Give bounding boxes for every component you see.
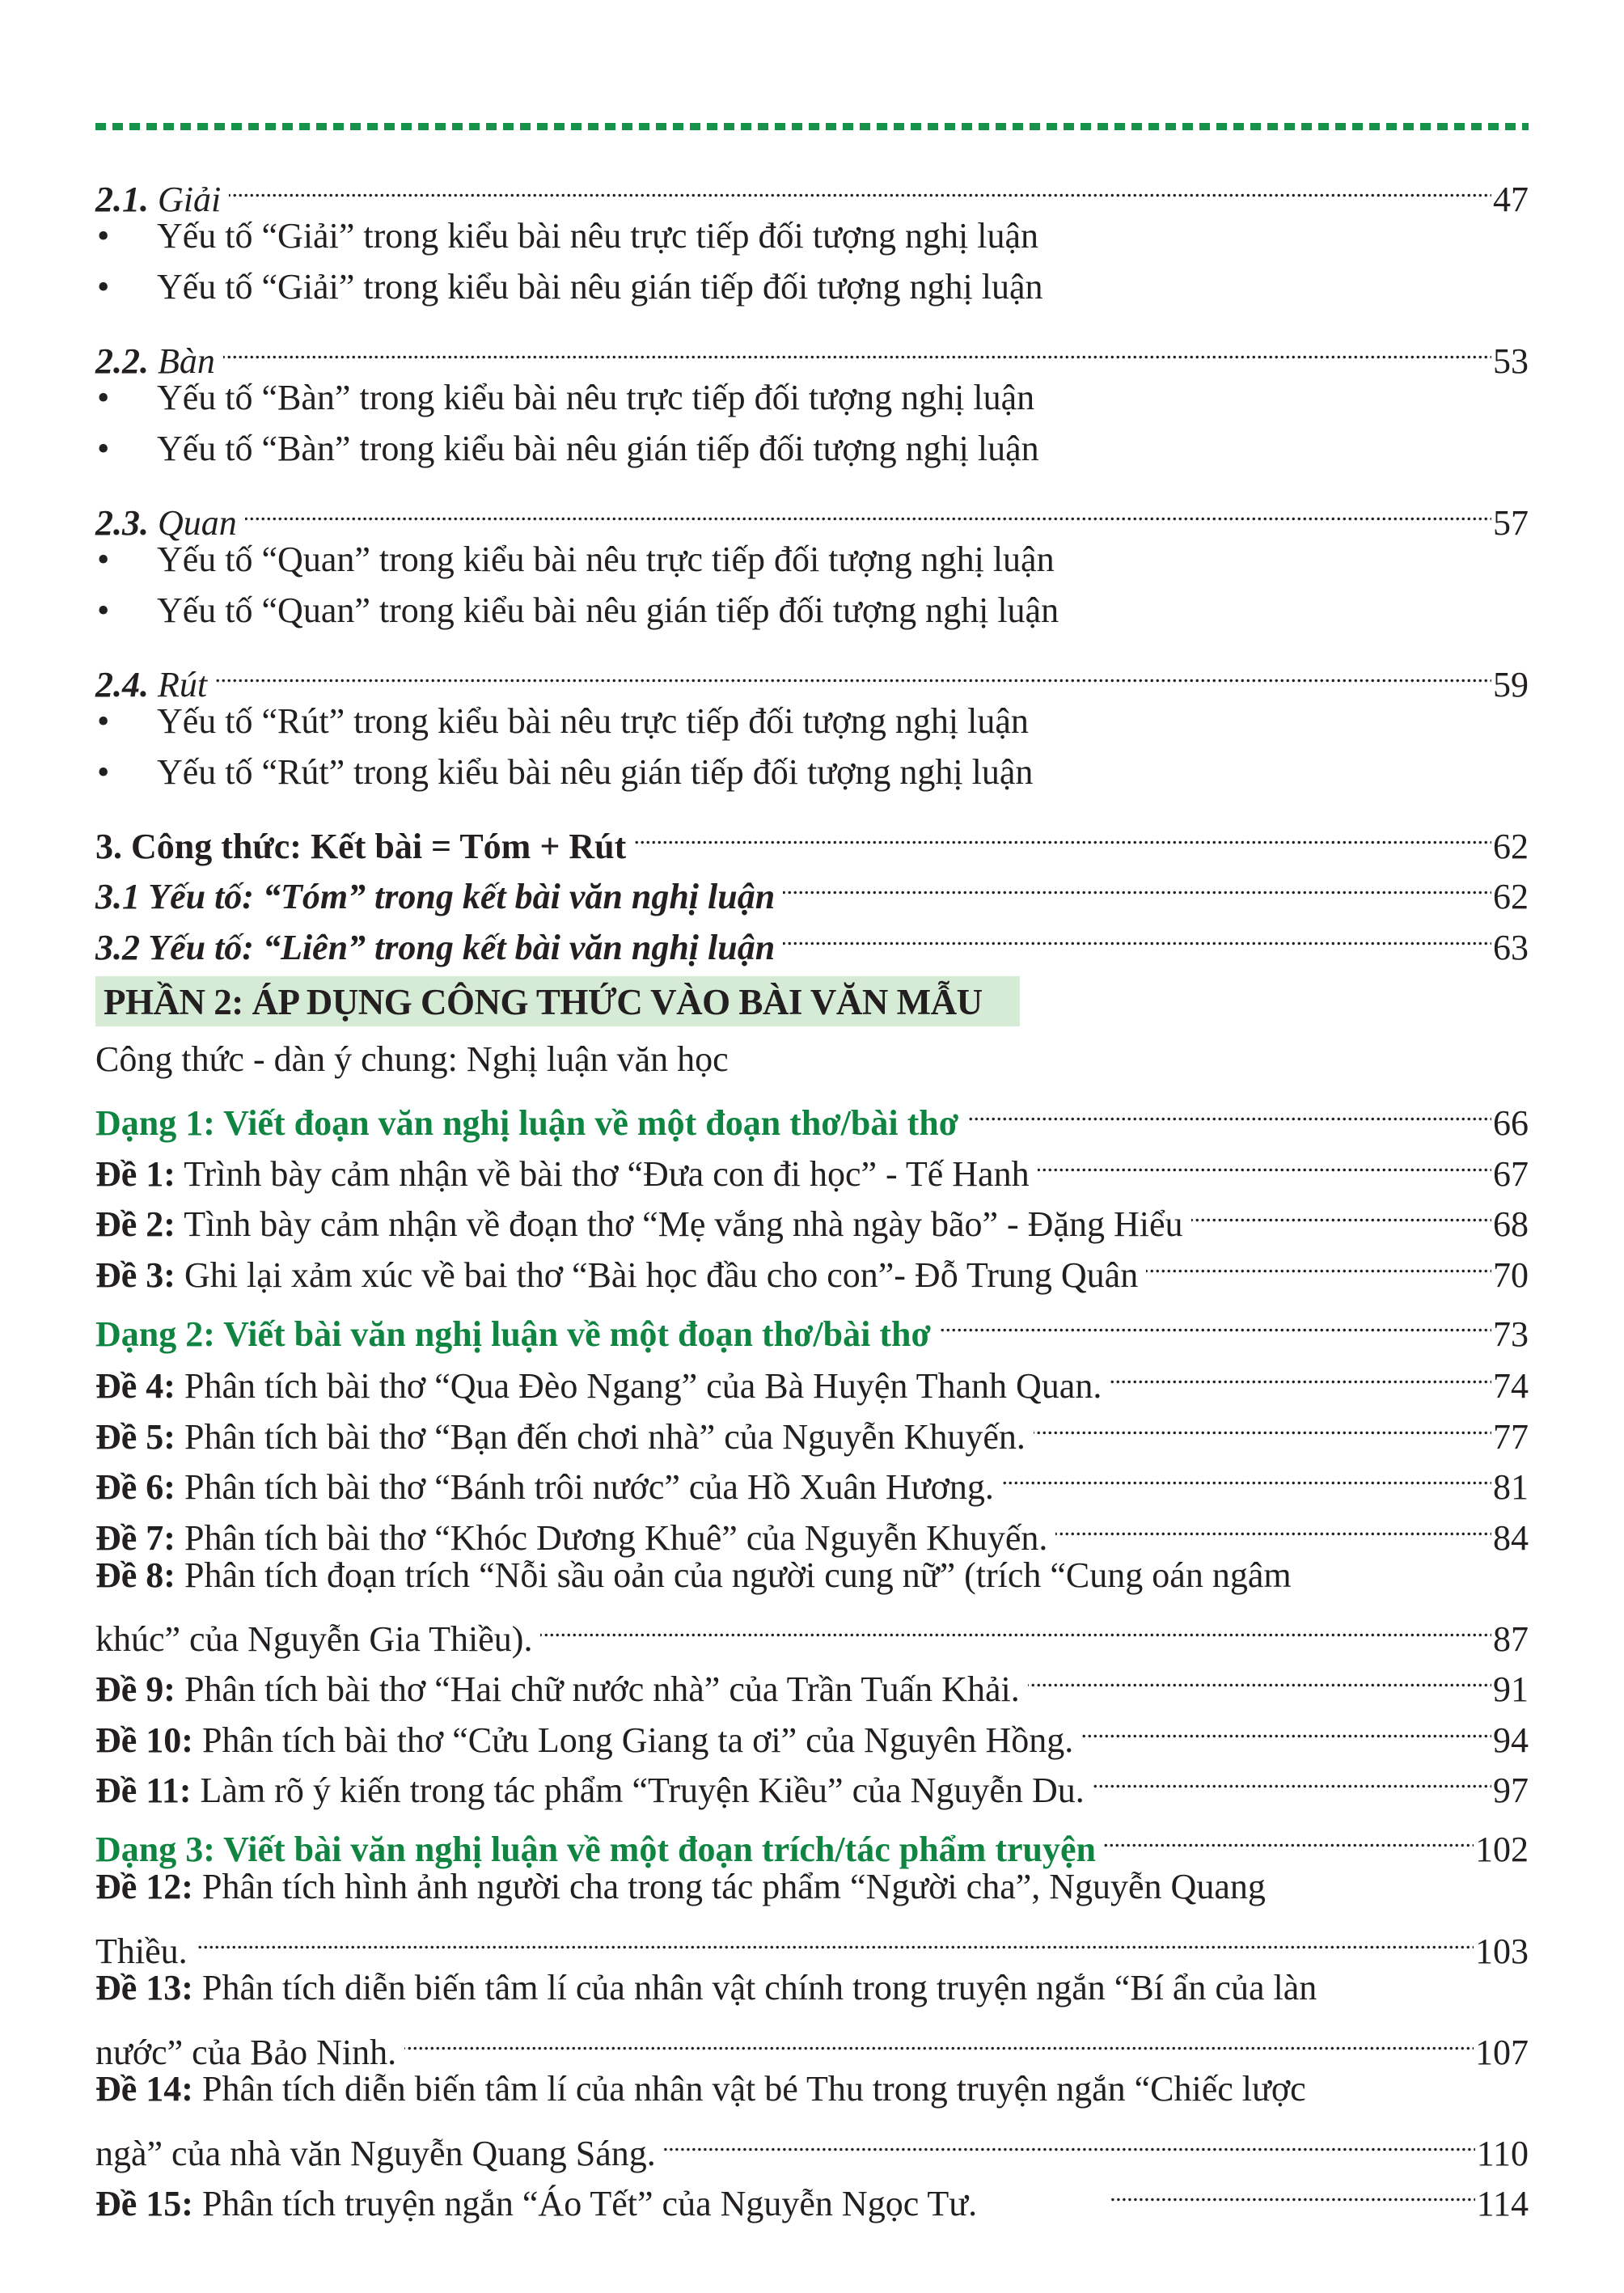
entry-title-continued: ngà” của nhà văn Nguyễn Quang Sáng. (95, 2134, 656, 2173)
list-item-text: Yếu tố “Giải” trong kiểu bài nêu gián tiếp đối tượng nghị luận (157, 267, 1043, 307)
list-item (95, 696, 1529, 747)
entry-title: Phân tích diễn biến tâm lí của nhân vật bé Thu trong truyện ngắn “Chiếc lược (201, 2069, 1306, 2109)
list-item-text: Yếu tố “Bàn” trong kiểu bài nêu trực tiếp đối tượng nghị luận (157, 378, 1035, 417)
entry-title: Phân tích hình ảnh người cha trong tác phẩm “Người cha”, Nguyễn Quang (201, 1867, 1266, 1906)
page-number: 70 (1493, 1255, 1529, 1295)
page-number: 59 (1493, 665, 1529, 704)
list-item-text: Yếu tố “Giải” trong kiểu bài nêu trực tiếp đối tượng nghị luận (157, 216, 1039, 256)
page-number: 47 (1493, 180, 1529, 219)
page-number: 66 (1493, 1103, 1529, 1143)
entry-title: Phân tích truyện ngắn “Áo Tết” của Nguyễn Ngọc Tư. (201, 2184, 978, 2223)
list-item-text: Yếu tố “Rút” trong kiểu bài nêu gián tiếp đối tượng nghị luận (157, 752, 1034, 792)
entry-title: Giải (158, 180, 222, 219)
page-number: 62 (1493, 877, 1529, 916)
list-item (95, 262, 1529, 312)
dot-leader (404, 2014, 1474, 2064)
part-heading (95, 976, 1020, 1026)
entry-title: Phân tích diễn biến tâm lí của nhân vật chính trong truyện ngắn “Bí ẩn của làn (201, 1968, 1317, 2007)
page-number: 110 (1476, 2134, 1529, 2173)
entry-title: Rút (158, 665, 208, 704)
dot-leader (1104, 1811, 1474, 1861)
dot-leader (1110, 1347, 1491, 1398)
page-number: 67 (1493, 1154, 1529, 1194)
entry-title-continued: Thiều. (95, 1931, 188, 1971)
entry-title: 3.1 Yếu tố: “Tóm” trong kết bài văn nghị luận (95, 877, 776, 916)
page-number: 73 (1493, 1314, 1529, 1354)
toc-entry-de-4[interactable] (95, 1347, 1529, 1406)
toc-entry-de-15[interactable] (95, 2165, 1529, 2223)
entry-title: Phân tích bài thơ “Qua Đèo Ngang” của Bà Huyện Thanh Quan. (184, 1366, 1102, 1406)
list-item (95, 747, 1529, 797)
de-label: Đề 9: (95, 1669, 176, 1709)
toc-entry-de-12-line1[interactable] (95, 1862, 1266, 1912)
dot-leader (540, 1601, 1491, 1651)
list-item (95, 535, 1529, 585)
dot-leader (966, 1085, 1491, 1135)
toc-entry-de-8-line2[interactable] (95, 1601, 1529, 1659)
toc-entry-de-12-line2[interactable] (95, 1913, 1529, 1971)
list-item-text: Yếu tố “Rút” trong kiểu bài nêu trực tiếp đối tượng nghị luận (157, 701, 1029, 741)
list-item (95, 211, 1529, 261)
de-label: Đề 1: (95, 1154, 176, 1194)
entry-title: Bàn (158, 341, 215, 381)
bullet-icon: • (97, 216, 110, 256)
page-number: 57 (1493, 503, 1529, 543)
toc-entry-de-13-line1[interactable] (95, 1963, 1317, 2013)
bullet-icon: • (97, 539, 110, 579)
entry-title: 3. Công thức: Kết bài = Tóm + Rút (95, 827, 627, 866)
dot-leader (1146, 1237, 1491, 1287)
toc-entry-de-10[interactable] (95, 1702, 1529, 1760)
dot-leader (1002, 1449, 1491, 1499)
bullet-icon: • (97, 429, 110, 468)
entry-title: Phân tích bài thơ “Cửu Long Giang ta ơi” của Nguyên Hồng. (201, 1720, 1074, 1760)
list-item (95, 586, 1529, 636)
page-number: 63 (1493, 928, 1529, 967)
entry-title: Dạng 2: Viết bài văn nghị luận về một đoạn thơ/bài thơ (95, 1314, 931, 1354)
dot-leader (1038, 1136, 1491, 1186)
entry-title: Trình bày cảm nhận về bài thơ “Đưa con đi học” - Tế Hanh (184, 1154, 1030, 1194)
dot-leader (1093, 1752, 1491, 1802)
dot-leader (1055, 1500, 1491, 1550)
toc-entry-de-7[interactable] (95, 1500, 1529, 1558)
dot-leader (1028, 1651, 1491, 1701)
de-label: Đề 5: (95, 1417, 176, 1457)
entry-number: 2.4. (95, 665, 149, 704)
bullet-icon: • (97, 267, 110, 307)
de-label: Đề 10: (95, 1720, 193, 1760)
page-number: 103 (1475, 1931, 1529, 1971)
dot-leader (634, 808, 1491, 858)
general-formula-label: Công thức - dàn ý chung: Nghị luận văn học (95, 1039, 729, 1079)
entry-number: 2.3. (95, 503, 149, 543)
bullet-icon: • (97, 752, 110, 792)
de-label: Đề 11: (95, 1771, 192, 1810)
bullet-icon: • (97, 378, 110, 417)
toc-entry-de-1[interactable] (95, 1136, 1529, 1194)
entry-title: Quan (158, 503, 237, 543)
list-item (95, 373, 1529, 423)
part-title: PHẦN 2: ÁP DỤNG CÔNG THỨC VÀO BÀI VĂN MẪU (104, 982, 983, 1022)
entry-title: Ghi lại xảm xúc về bai thơ “Bài học đầu cho con”- Đỗ Trung Quân (184, 1255, 1139, 1295)
toc-entry-de-14-line1[interactable] (95, 2064, 1306, 2114)
list-item-text: Yếu tố “Quan” trong kiểu bài nêu trực tiếp đối tượng nghị luận (157, 539, 1055, 579)
toc-entry-de-2[interactable] (95, 1186, 1529, 1244)
de-label: Đề 7: (95, 1518, 176, 1558)
page-number: 81 (1493, 1467, 1529, 1507)
dot-leader (664, 2115, 1475, 2165)
list-item-text: Yếu tố “Quan” trong kiểu bài nêu gián tiếp đối tượng nghị luận (157, 590, 1059, 630)
dashed-divider (95, 123, 1529, 130)
de-label: Đề 13: (95, 1968, 193, 2007)
dot-leader (1081, 1702, 1491, 1752)
list-item (95, 424, 1529, 474)
page-number: 77 (1493, 1417, 1529, 1457)
de-label: Đề 15: (95, 2184, 193, 2223)
entry-number: 2.1. (95, 180, 149, 219)
toc-entry-de-13-line2[interactable] (95, 2014, 1529, 2072)
page-number: 53 (1493, 341, 1529, 381)
de-label: Đề 6: (95, 1467, 176, 1507)
toc-entry-de-9[interactable] (95, 1651, 1529, 1709)
entry-title: Phân tích bài thơ “Bạn đến chơi nhà” của Nguyễn Khuyến. (184, 1417, 1026, 1457)
page-number: 114 (1476, 2184, 1529, 2223)
de-label: Đề 14: (95, 2069, 193, 2109)
dot-leader (939, 1296, 1491, 1346)
toc-entry-de-3[interactable] (95, 1237, 1529, 1295)
dot-leader (196, 1913, 1474, 1963)
page-number: 74 (1493, 1366, 1529, 1406)
bullet-icon: • (97, 701, 110, 741)
entry-title: Làm rõ ý kiến trong tác phẩm “Truyện Kiều” của Nguyễn Du. (200, 1771, 1085, 1810)
toc-entry-2-3[interactable] (95, 484, 1529, 543)
entry-title-continued: khúc” của Nguyễn Gia Thiều). (95, 1619, 533, 1659)
de-label: Đề 2: (95, 1204, 176, 1244)
dot-leader (215, 646, 1491, 696)
de-label: Đề 12: (95, 1867, 193, 1906)
entry-title: 3.2 Yếu tố: “Liên” trong kết bài văn nghị luận (95, 928, 776, 967)
dot-leader (783, 909, 1491, 959)
dot-leader (1191, 1186, 1492, 1236)
toc-entry-2-1[interactable] (95, 161, 1529, 219)
page-number: 102 (1475, 1830, 1529, 1869)
entry-title: Phân tích đoạn trích “Nỗi sầu oản của người cung nữ” (trích “Cung oán ngâm (184, 1555, 1292, 1595)
toc-entry-dang-2[interactable] (95, 1296, 1529, 1354)
page-number: 91 (1493, 1669, 1529, 1709)
toc-entry-dang-1[interactable] (95, 1085, 1529, 1143)
toc-entry-2-4[interactable] (95, 646, 1529, 704)
dot-leader (223, 323, 1491, 373)
page-number: 68 (1493, 1204, 1529, 1244)
entry-title: Tình bày cảm nhận về đoạn thơ “Mẹ vắng nhà ngày bão” - Đặng Hiểu (184, 1204, 1183, 1244)
page-number: 107 (1475, 2033, 1529, 2072)
toc-entry-3[interactable] (95, 808, 1529, 866)
entry-title: Phân tích bài thơ “Bánh trôi nước” của Hồ Xuân Hương. (184, 1467, 994, 1507)
de-label: Đề 8: (95, 1555, 176, 1595)
toc-entry-3-1[interactable] (95, 858, 1529, 916)
dot-leader (1034, 1398, 1491, 1449)
toc-entry-de-5[interactable] (95, 1398, 1529, 1457)
bullet-icon: • (97, 590, 110, 630)
dot-leader (783, 858, 1491, 908)
de-label: Đề 3: (95, 1255, 176, 1295)
entry-number: 2.2. (95, 341, 149, 381)
entry-title-continued: nước” của Bảo Ninh. (95, 2033, 397, 2072)
toc-entry-3-2[interactable] (95, 909, 1529, 967)
entry-title: Phân tích bài thơ “Khóc Dương Khuê” của Nguyễn Khuyến. (184, 1518, 1048, 1558)
page-number: 84 (1493, 1518, 1529, 1558)
entry-title: Dạng 1: Viết đoạn văn nghị luận về một đoạn thơ/bài thơ (95, 1103, 959, 1143)
page-number: 97 (1493, 1771, 1529, 1810)
de-label: Đề 4: (95, 1366, 176, 1406)
entry-title: Dạng 3: Viết bài văn nghị luận về một đoạn trích/tác phẩm truyện (95, 1830, 1096, 1869)
page-number: 94 (1493, 1720, 1529, 1760)
toc-entry-de-8-line1[interactable] (95, 1551, 1292, 1601)
toc-entry-2-2[interactable] (95, 323, 1529, 381)
entry-title: Phân tích bài thơ “Hai chữ nước nhà” của Trần Tuấn Khải. (184, 1669, 1020, 1709)
toc-entry-de-14-line2[interactable] (95, 2115, 1529, 2173)
toc-entry-de-11[interactable] (95, 1752, 1529, 1810)
page-number: 62 (1493, 827, 1529, 866)
toc-entry-de-6[interactable] (95, 1449, 1529, 1507)
dot-leader (245, 484, 1491, 535)
page-number: 87 (1493, 1619, 1529, 1659)
list-item-text: Yếu tố “Bàn” trong kiểu bài nêu gián tiếp đối tượng nghị luận (157, 429, 1039, 468)
toc-entry-dang-3[interactable] (95, 1811, 1529, 1869)
dot-leader (1111, 2165, 1475, 2215)
dot-leader (229, 161, 1491, 211)
